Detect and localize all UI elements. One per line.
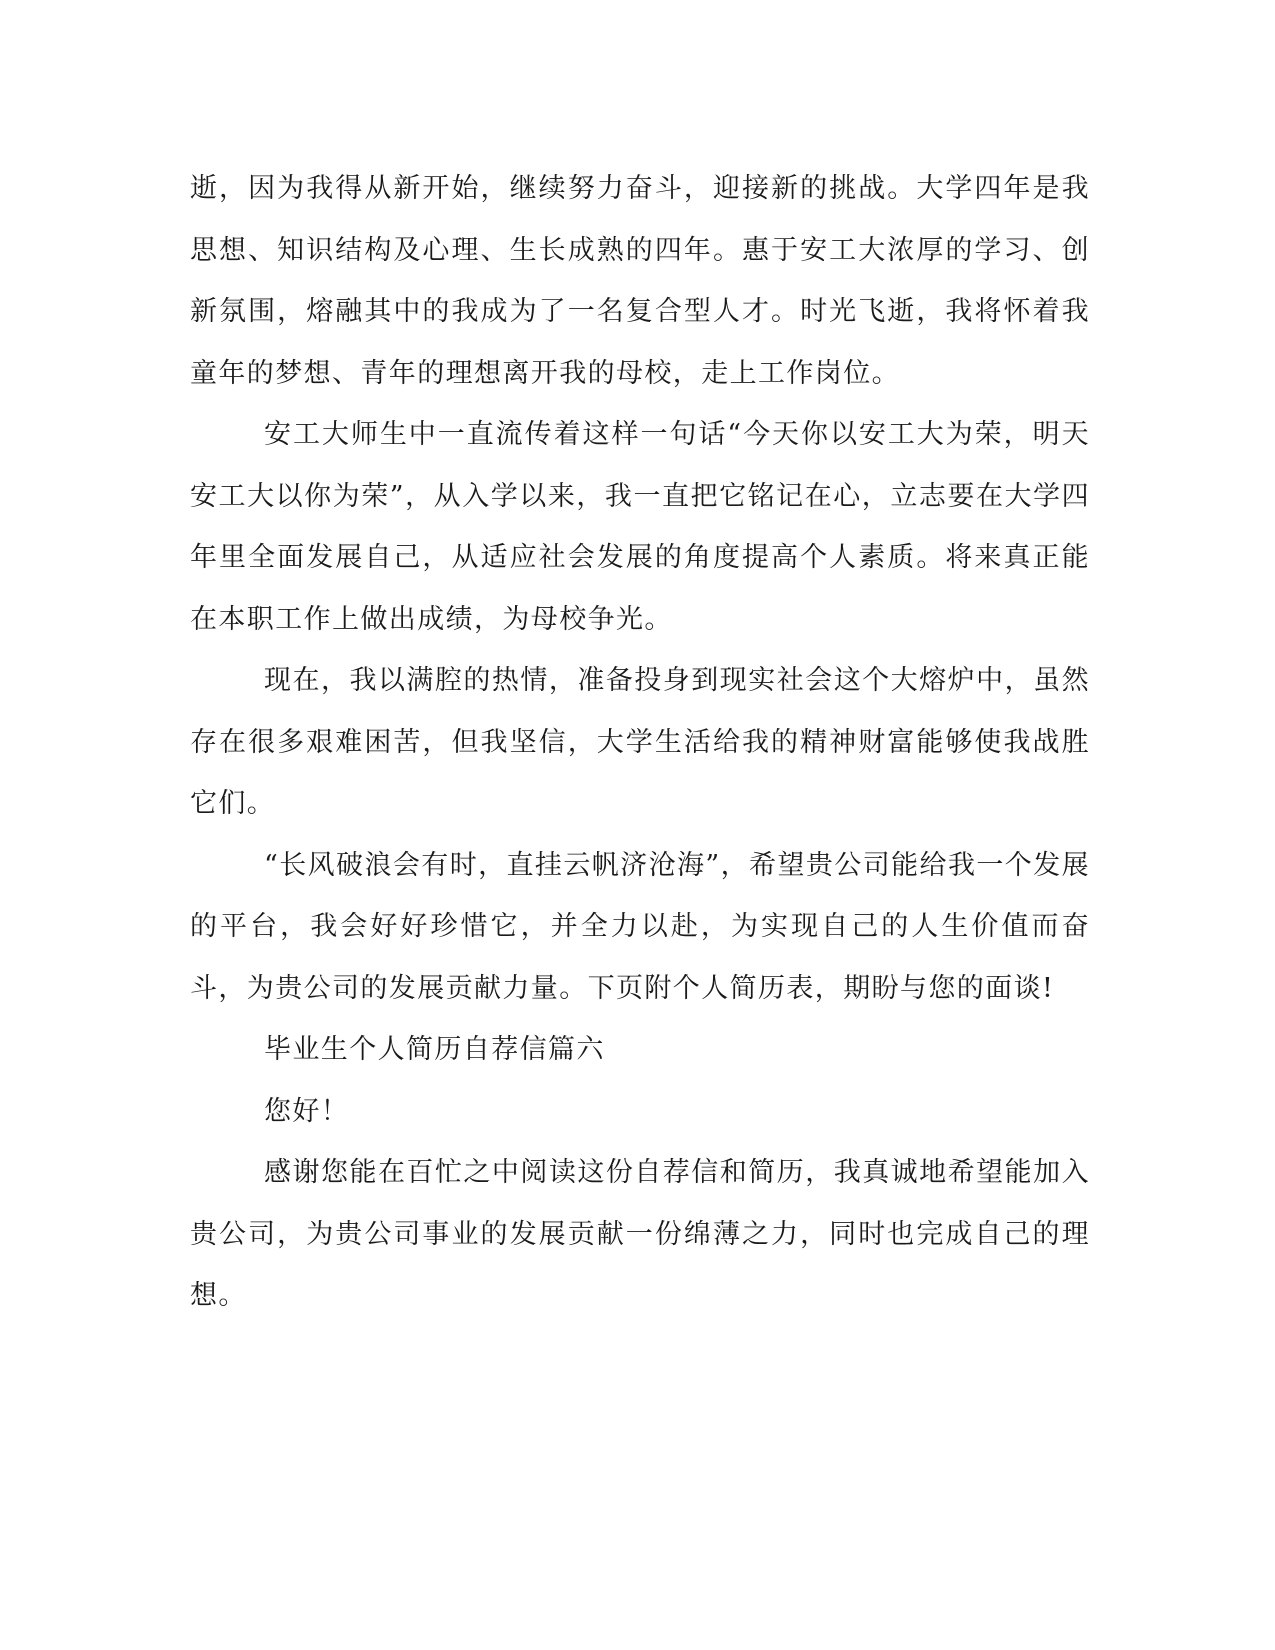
- paragraph-continuation: 逝，因为我得从新开始，继续努力奋斗，迎接新的挑战。大学四年是我思想、知识结构及心理、生长成熟的四年。惠于安工大浓厚的学习、创新氛围，熔融其中的我成为了一名复合型人才。时光飞逝，我将怀着我童年的梦想、青年的理想离开我的母校，走上工作岗位。: [190, 173, 1090, 389]
- paragraph-hope: “长风破浪会有时，直挂云帆济沧海”，希望贵公司能给我一个发展的平台，我会好好珍惜它，并全力以赴，为实现自己的人生价值而奋斗，为贵公司的发展贡献力量。下页附个人简历表，期盼与您的面谈!: [190, 849, 1090, 1004]
- section-heading: 毕业生个人简历自荐信篇六: [264, 1034, 605, 1065]
- paragraph-enthusiasm: 现在，我以满腔的热情，准备投身到现实社会这个大熔炉中，虽然存在很多艰难困苦，但我坚信，大学生活给我的精神财富能够使我战胜它们。: [190, 665, 1090, 819]
- document-body: [190, 158, 1090, 1327]
- paragraph-motto: 安工大师生中一直流传着这样一句话“今天你以安工大为荣，明天安工大以你为荣”，从入学以来，我一直把它铭记在心，立志要在大学四年里全面发展自己，从适应社会发展的角度提高个人素质。将来真正能在本职工作上做出成绩，为母校争光。: [190, 419, 1090, 635]
- paragraph-thanks: 感谢您能在百忙之中阅读这份自荐信和简历，我真诚地希望能加入贵公司，为贵公司事业的发展贡献一份绵薄之力，同时也完成自己的理想。: [190, 1157, 1090, 1311]
- greeting: 您好！: [264, 1095, 350, 1127]
